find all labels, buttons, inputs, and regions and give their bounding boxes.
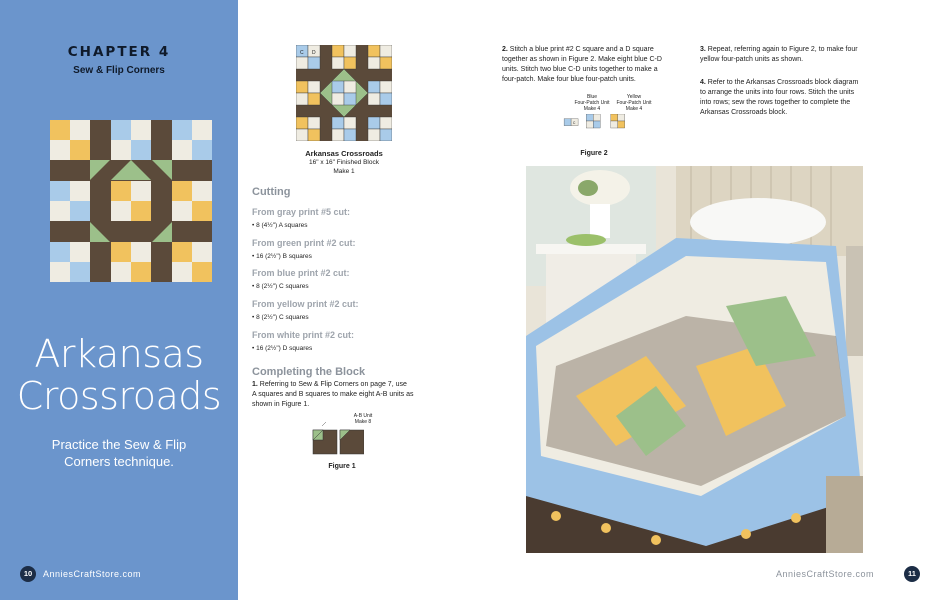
cut-item-yellow: • 8 (2½") C squares bbox=[252, 314, 309, 321]
step-3-line-2: yellow four-patch units as shown. bbox=[700, 56, 804, 63]
figure2-diagram bbox=[540, 114, 650, 142]
step-2-line-4: four-patch. Make four blue four-patch units. bbox=[502, 76, 636, 83]
chapter-label: CHAPTER 4 bbox=[67, 44, 171, 60]
figure2-caption: Figure 2 bbox=[580, 150, 608, 157]
completing-heading: Completing the Block bbox=[252, 366, 366, 378]
title-line-1: Arkansas bbox=[34, 332, 204, 376]
page-number-right: 11 bbox=[904, 566, 920, 582]
left-page-sidebar bbox=[0, 0, 238, 600]
page-number-left: 10 bbox=[20, 566, 36, 582]
figure2-letter-c: C bbox=[572, 120, 576, 125]
website-link-right[interactable]: AnniesCraftStore.com bbox=[776, 569, 875, 579]
quilt-bed-photo bbox=[526, 166, 863, 553]
tagline bbox=[0, 436, 238, 470]
cutting-heading: Cutting bbox=[252, 186, 291, 198]
website-link-left[interactable]: AnniesCraftStore.com bbox=[43, 569, 142, 579]
cut-heading-gray: From gray print #5 cut: bbox=[252, 207, 351, 217]
block-title: Arkansas Crossroads bbox=[305, 149, 383, 158]
figure1-diagram bbox=[312, 422, 364, 456]
figure1-caption: Figure 1 bbox=[328, 463, 356, 470]
diagram-letter-c: C bbox=[300, 50, 304, 56]
diagram-letter-d: D bbox=[312, 50, 316, 56]
cut-heading-yellow: From yellow print #2 cut: bbox=[252, 299, 359, 309]
step-3 bbox=[700, 45, 890, 65]
step-4-line-1: 4. Refer to the Arkansas Crossroads block diagram bbox=[700, 79, 859, 86]
step-4-line-4: Arkansas Crossroads block. bbox=[700, 109, 788, 116]
figure2-yellow-label: Yellow Four-Patch Unit Make 4 bbox=[616, 94, 652, 112]
step-4-line-2: to arrange the units into four rows. Stitch the units bbox=[700, 89, 855, 96]
step-2-line-1: 2. Stitch a blue print #2 C square and a D square bbox=[502, 46, 654, 53]
cut-heading-green: From green print #2 cut: bbox=[252, 238, 356, 248]
tagline-line-1: Practice the Sew & Flip bbox=[51, 437, 187, 452]
step-1-line-1: 1. Referring to Sew & Flip Corners on page 7, use bbox=[252, 381, 407, 388]
step-3-line-1: 3. Repeat, referring again to Figure 2, to make four bbox=[700, 46, 858, 53]
quilt-block-photo bbox=[50, 120, 212, 282]
step-2-line-2: together as shown in Figure 2. Make eight blue C-D bbox=[502, 56, 662, 63]
block-make: Make 1 bbox=[333, 168, 355, 175]
figure2-blue-label: Blue Four-Patch Unit Make 4 bbox=[574, 94, 610, 112]
chapter-subtitle: Sew & Flip Corners bbox=[73, 65, 165, 76]
title-line-2: Crossroads bbox=[16, 374, 222, 418]
cut-heading-blue: From blue print #2 cut: bbox=[252, 268, 350, 278]
cut-item-gray: • 8 (4½") A squares bbox=[252, 222, 308, 229]
step-1 bbox=[252, 380, 442, 410]
cut-item-blue: • 8 (2½") C squares bbox=[252, 283, 309, 290]
step-4 bbox=[700, 78, 890, 118]
cut-item-white: • 16 (2½") D squares bbox=[252, 345, 313, 352]
figure1-unit-label: A-B Unit Make 8 bbox=[353, 413, 373, 425]
step-1-line-3: shown in Figure 1. bbox=[252, 401, 310, 408]
block-diagram bbox=[296, 45, 392, 141]
tagline-line-2: Corners technique. bbox=[64, 454, 174, 469]
step-1-line-2: A squares and B squares to make eight A-B units as bbox=[252, 391, 414, 398]
cut-item-green: • 16 (2½") B squares bbox=[252, 253, 312, 260]
cut-heading-white: From white print #2 cut: bbox=[252, 330, 355, 340]
step-4-line-3: into rows; sew the rows together to complete the bbox=[700, 99, 851, 106]
block-size: 16" x 16" Finished Block bbox=[308, 159, 379, 166]
step-2 bbox=[502, 45, 692, 85]
step-2-line-3: units. Stitch two blue C-D units together to make a bbox=[502, 66, 658, 73]
